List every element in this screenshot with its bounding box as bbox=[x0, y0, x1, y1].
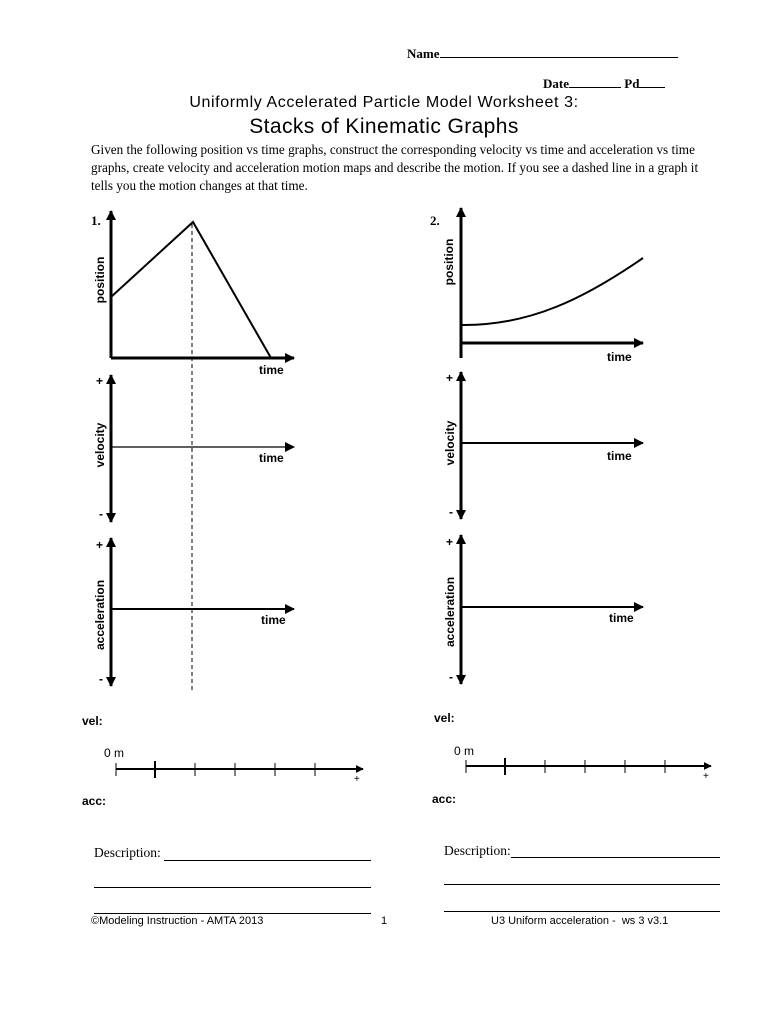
p2-position-curve bbox=[461, 258, 643, 325]
p2-acceleration-graph bbox=[443, 535, 643, 684]
p2-velocity-ylabel: velocity bbox=[443, 420, 457, 466]
worksheet-title: Uniformly Accelerated Particle Model Worksheet 3: bbox=[189, 94, 579, 111]
p1-position-graph bbox=[93, 211, 294, 377]
p2-acceleration-ylabel: acceleration bbox=[443, 576, 457, 648]
date-label: Date bbox=[543, 76, 569, 91]
footer-page-number: 1 bbox=[381, 915, 388, 927]
p1-velocity-graph bbox=[93, 374, 294, 522]
p2-velocity-graph bbox=[443, 371, 643, 519]
p1-description-line-2[interactable] bbox=[94, 887, 371, 888]
p2-position-xlabel: time bbox=[607, 350, 632, 364]
p2-velocity-xlabel: time bbox=[607, 449, 632, 463]
instructions-text: Given the following position vs time graphs, construct the corresponding velocity vs time and acceleration vs time graphs, create velocity and acceleration motion maps and describe the motion. If you see a dashed line in a graph it tells you the motion changes at that time. bbox=[91, 142, 699, 193]
p1-vel-label: vel: bbox=[82, 714, 103, 728]
p1-origin-label: 0 m bbox=[104, 746, 125, 760]
p2-number-line bbox=[466, 758, 711, 775]
p2-acceleration-plus: + bbox=[446, 535, 454, 549]
p2-position-graph bbox=[442, 208, 643, 364]
p1-acceleration-minus: - bbox=[99, 672, 103, 686]
p1-velocity-minus: - bbox=[99, 507, 103, 521]
problem-2-number: 2. bbox=[430, 213, 440, 228]
footer-version: U3 Uniform acceleration - ws 3 v3.1 bbox=[491, 915, 669, 927]
p2-velocity-plus: + bbox=[446, 371, 454, 385]
p2-vel-label: vel: bbox=[434, 711, 455, 725]
p2-acceleration-xlabel: time bbox=[609, 611, 634, 625]
problem-1-number: 1. bbox=[91, 213, 101, 228]
p2-acceleration-minus: - bbox=[449, 670, 453, 684]
p2-origin-label: 0 m bbox=[454, 744, 475, 758]
worksheet-subtitle: Stacks of Kinematic Graphs bbox=[249, 115, 519, 138]
p1-acceleration-ylabel: acceleration bbox=[93, 579, 107, 651]
pd-label: Pd bbox=[624, 76, 640, 91]
name-label: Name bbox=[407, 46, 440, 61]
p1-velocity-ylabel: velocity bbox=[93, 422, 107, 468]
p1-position-ylabel: position bbox=[93, 256, 107, 304]
p2-velocity-minus: - bbox=[449, 505, 453, 519]
footer-copyright: ©Modeling Instruction - AMTA 2013 bbox=[91, 915, 264, 927]
p1-description-label: Description: bbox=[94, 845, 161, 860]
p2-description-line-2[interactable] bbox=[444, 884, 720, 885]
p1-description-line-3[interactable] bbox=[94, 913, 371, 914]
p1-number-line bbox=[116, 761, 363, 778]
p1-acc-label: acc: bbox=[82, 794, 107, 808]
p1-position-curve bbox=[111, 222, 271, 358]
p1-velocity-plus: + bbox=[96, 374, 104, 388]
p2-number-line-plus: + bbox=[703, 771, 709, 782]
p1-number-line-plus: + bbox=[354, 774, 360, 785]
p2-description-line-1[interactable] bbox=[511, 857, 720, 858]
p1-acceleration-plus: + bbox=[96, 538, 104, 552]
p1-description-line-1[interactable] bbox=[164, 860, 371, 861]
p2-position-ylabel: position bbox=[442, 238, 456, 286]
p2-acc-label: acc: bbox=[432, 792, 457, 806]
p1-acceleration-xlabel: time bbox=[261, 613, 286, 627]
p1-position-xlabel: time bbox=[259, 363, 284, 377]
p2-description-label: Description: bbox=[444, 843, 511, 858]
p1-velocity-xlabel: time bbox=[259, 451, 284, 465]
p1-acceleration-graph bbox=[93, 538, 294, 686]
p2-description-line-3[interactable] bbox=[444, 911, 720, 912]
